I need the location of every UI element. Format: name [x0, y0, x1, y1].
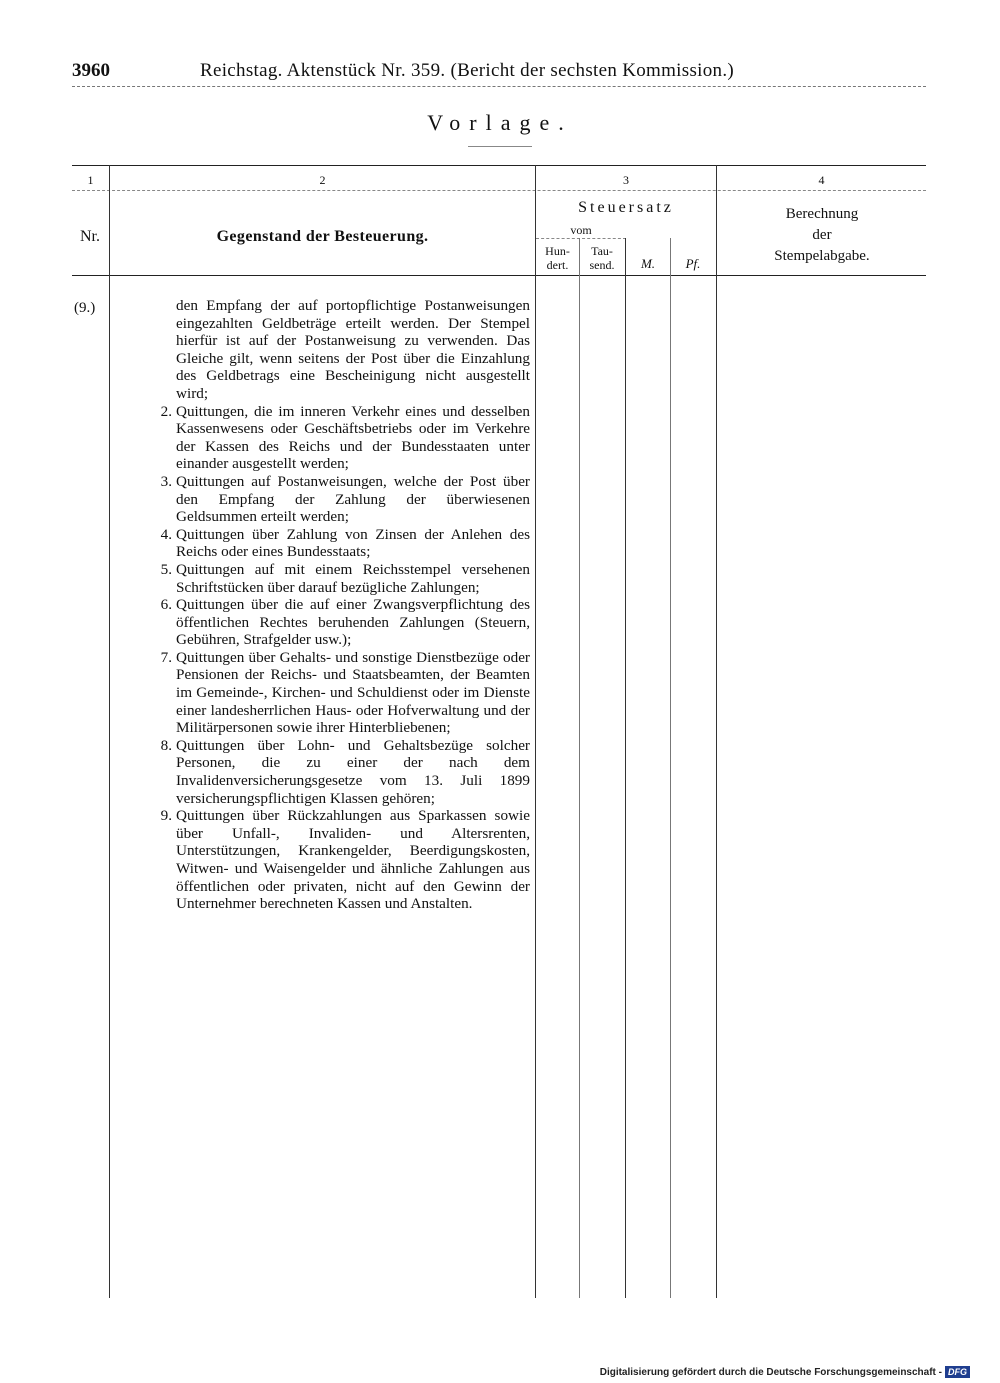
list-item: [118, 807, 530, 913]
col-mark-header: M.: [640, 256, 656, 271]
section-title: Vorlage.: [427, 110, 573, 135]
list-item-text: Quittungen über die auf einer Zwangsverpflichtung des öffentlichen Rechtes beruhenden Zahlungen (Steuern, Gebühren, Strafgelder usw.);: [176, 596, 530, 649]
list-item-number: 6.: [160, 596, 172, 614]
dfg-logo: DFG: [945, 1366, 970, 1378]
col-number-3: 3: [623, 173, 629, 187]
row-number: (9.): [74, 300, 96, 316]
running-title: Reichstag. Aktenstück Nr. 359. (Bericht der sechsten Kommission.): [200, 60, 734, 81]
digitization-credit: [600, 1366, 970, 1378]
list-item: [118, 526, 530, 561]
col-number-1: 1: [87, 173, 94, 187]
col-divider-3c: [670, 238, 671, 1298]
header-rule: [72, 86, 926, 87]
col-pfennig-header: Pf.: [685, 256, 701, 271]
list-item-number: 5.: [160, 560, 172, 578]
list-item-text: Quittungen auf Postanweisungen, welche der Post über den Empfang der Zahlung der überwiesenen Geldsummen erteilt werden;: [176, 472, 530, 526]
col-divider-3b: [625, 238, 626, 1298]
list-item-text: Quittungen auf mit einem Reichsstempel versehenen Schriftstücken über darauf bezügliche Zahlungen;: [176, 560, 530, 596]
section-title-rule: [468, 146, 532, 147]
list-item: [118, 473, 530, 526]
table-top-rule: [72, 165, 926, 166]
list-item-text: Quittungen über Lohn- und Gehaltsbezüge solcher Personen, die zu einer der nach dem Invalidenversicherungsgesetze vom 13. Juli 1899 versicherungspflichtigen Klassen gehören;: [176, 736, 530, 807]
col-divider-2: [535, 165, 536, 1298]
col-divider-3a: [579, 238, 580, 1298]
list-item: [118, 596, 530, 649]
col-divider-4: [716, 165, 717, 1298]
col-berechnung-header: Berechnung der Stempelabgabe.: [774, 206, 870, 264]
list-item: [118, 403, 530, 473]
col-tausend-header: Tau- send.: [589, 244, 615, 272]
col-number-4: 4: [818, 173, 825, 187]
page-number: 3960: [72, 60, 110, 81]
list-item-text: Quittungen über Gehalts- und sonstige Dienstbezüge oder Pensionen der Reichs- und Staatsbeamten, der Beamten im Gemeinde-, Kirchen- und Schuldienst oder im Dienste einer landesherrlichen Haus- oder Hofverwaltung und der Militärpersonen sowie ihrer Hinterbliebenen;: [176, 648, 530, 737]
col-divider-1: [109, 165, 110, 1298]
col-steuersatz-header: Steuersatz: [578, 199, 674, 216]
list-item-text: Quittungen über Rückzahlungen aus Sparkassen sowie über Unfall-, Invaliden- und Altersrenten, Unterstützungen, Krankengelder, Beerdigungskosten, Witwen- und Waisengelder und ähnliche Zahlungen aus öffentlichen oder privaten, nicht auf den Gewinn der Unternehmer berechneten Kassen und Anstalten.: [176, 807, 530, 913]
list-item: [118, 649, 530, 737]
list-item-number: 3.: [160, 472, 172, 490]
intro-paragraph: den Empfang der auf portopflichtige Postanweisungen eingezahlten Geldbeträge erteilt werden. Der Stempel hierfür ist auf der Postanweisung zu verwenden. Das Gleiche gilt, wenn seitens der Post über die Einzahlung des Geldbetrags eine Bescheinigung nicht ausgestellt wird;: [176, 297, 530, 402]
list-item-text: Quittungen über Zahlung von Zinsen der Anlehen des Reichs oder eines Bundesstaats;: [176, 525, 530, 561]
col-vom-subheader: vom: [570, 223, 592, 237]
col-hundert-header: Hun- dert.: [545, 244, 570, 272]
col-gegenstand-header: Gegenstand der Besteuerung.: [216, 228, 429, 245]
list-item: [118, 737, 530, 807]
col-number-2: 2: [319, 173, 326, 187]
list-item-number: 9.: [160, 807, 172, 825]
column-number-rule: [72, 190, 926, 191]
list-item: [118, 561, 530, 596]
col-nr-header: Nr.: [80, 228, 100, 245]
list-item-number: 7.: [160, 648, 172, 666]
row-text: [118, 297, 530, 913]
credit-text: Digitalisierung gefördert durch die Deutsche Forschungsgemeinschaft -: [599, 1366, 942, 1378]
item-list: [118, 403, 530, 913]
list-item-number: 2.: [160, 402, 172, 420]
list-item-number: 8.: [160, 736, 172, 754]
list-item-number: 4.: [160, 525, 172, 543]
header-bottom-rule: [72, 275, 926, 276]
list-item-text: Quittungen, die im inneren Verkehr eines und desselben Kassenwesens oder Geschäftsbetriebs oder im Verkehre der Kassen des Reichs und der Bundesstaaten unter einander ausgestellt werden;: [176, 402, 530, 473]
vom-rule: [536, 238, 626, 239]
